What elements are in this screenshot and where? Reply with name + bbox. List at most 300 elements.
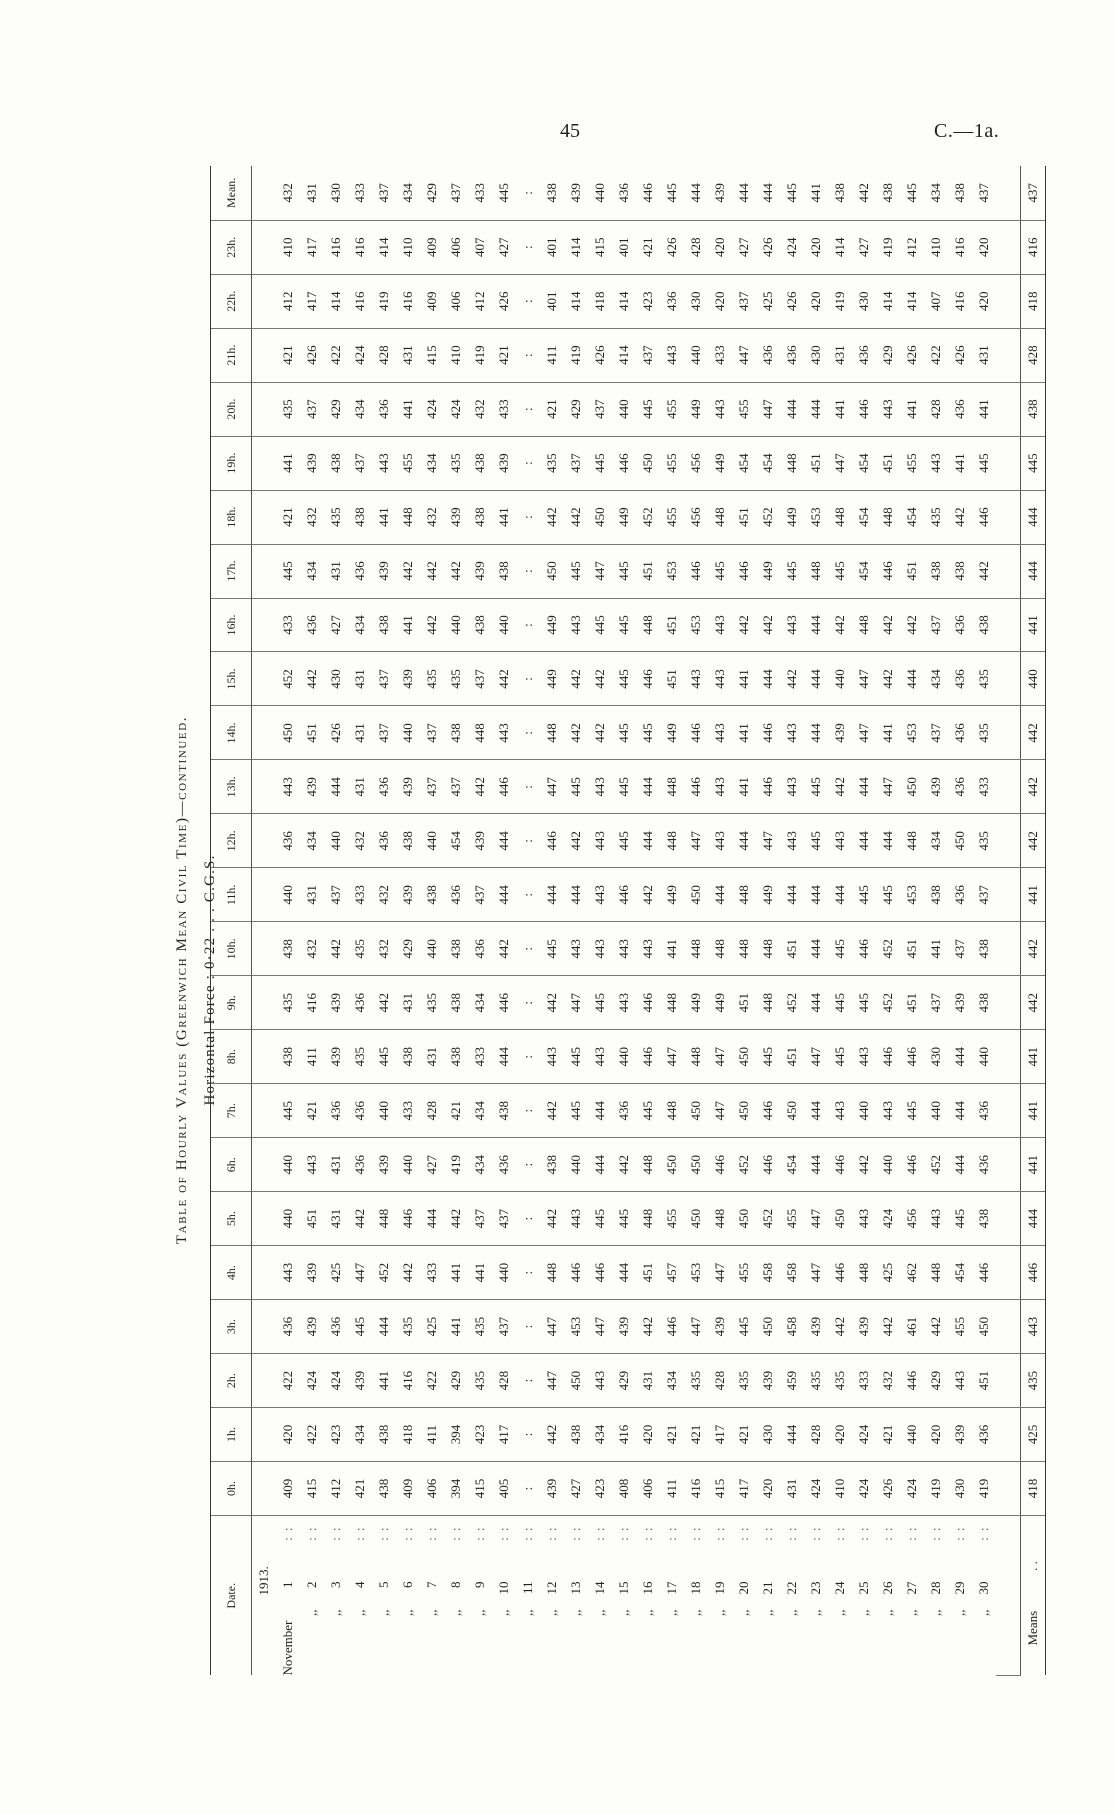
value-cell: 437 xyxy=(492,1300,516,1354)
value-cell: 438 xyxy=(444,922,468,976)
means-dots: . . xyxy=(1025,1561,1040,1571)
value-cell: 462 xyxy=(900,1246,924,1300)
day-number: 3 xyxy=(328,1581,343,1588)
table-row xyxy=(540,166,564,1676)
value-cell: 420 xyxy=(804,274,828,328)
value-cell: 444 xyxy=(804,922,828,976)
value-cell: 401 xyxy=(612,220,636,274)
value-cell: 449 xyxy=(660,868,684,922)
value-cell: 439 xyxy=(948,1408,972,1462)
value-cell: 443 xyxy=(924,436,948,490)
value-cell: 434 xyxy=(468,976,492,1030)
value-cell: 453 xyxy=(900,706,924,760)
value-cell: 441 xyxy=(732,760,756,814)
value-cell: 433 xyxy=(348,868,372,922)
value-cell: 453 xyxy=(900,868,924,922)
value-cell: : xyxy=(516,328,540,382)
table-row xyxy=(396,166,420,1676)
value-cell: 448 xyxy=(708,1192,732,1246)
empty-cell xyxy=(996,220,1021,274)
value-cell: 443 xyxy=(876,1084,900,1138)
value-cell: 455 xyxy=(900,436,924,490)
value-cell: 455 xyxy=(660,490,684,544)
value-cell: 448 xyxy=(660,814,684,868)
value-cell: 445 xyxy=(876,868,900,922)
hour-column-header: Mean. xyxy=(211,166,252,220)
value-cell: 416 xyxy=(948,220,972,274)
value-cell: 445 xyxy=(732,1300,756,1354)
ditto-mark: ,, xyxy=(616,1609,631,1616)
ditto-mark: ,, xyxy=(808,1609,823,1616)
value-cell: 408 xyxy=(612,1462,636,1516)
hour-column-header: 11h. xyxy=(211,868,252,922)
value-cell: 438 xyxy=(468,436,492,490)
value-cell: 435 xyxy=(828,1354,852,1408)
empty-cell xyxy=(252,1030,277,1084)
value-cell: 429 xyxy=(396,922,420,976)
value-cell: 450 xyxy=(540,544,564,598)
ditto-mark: ,, xyxy=(472,1609,487,1616)
value-cell: 439 xyxy=(300,1300,324,1354)
value-cell: 438 xyxy=(372,1408,396,1462)
ditto-mark: ,, xyxy=(832,1609,847,1616)
mean-value-cell: 445 xyxy=(1021,436,1046,490)
value-cell: 442 xyxy=(636,868,660,922)
value-cell: 435 xyxy=(972,706,996,760)
empty-cell xyxy=(252,382,277,436)
value-cell: 446 xyxy=(852,922,876,976)
value-cell: 438 xyxy=(972,598,996,652)
value-cell: 452 xyxy=(756,1192,780,1246)
value-cell: 414 xyxy=(612,328,636,382)
value-cell: : xyxy=(516,436,540,490)
value-cell: 442 xyxy=(636,1300,660,1354)
value-cell: 455 xyxy=(660,436,684,490)
value-cell: 424 xyxy=(324,1354,348,1408)
value-cell: 432 xyxy=(468,382,492,436)
value-cell: 435 xyxy=(396,1300,420,1354)
value-cell: 437 xyxy=(924,598,948,652)
ditto-mark: ,, xyxy=(496,1609,511,1616)
value-cell: 441 xyxy=(396,598,420,652)
value-cell: 441 xyxy=(804,166,828,220)
value-cell: 454 xyxy=(852,436,876,490)
value-cell: 448 xyxy=(756,976,780,1030)
value-cell: 425 xyxy=(324,1246,348,1300)
value-cell: 452 xyxy=(756,490,780,544)
day-number: 12 xyxy=(544,1581,559,1595)
value-cell: 414 xyxy=(324,274,348,328)
value-cell: 451 xyxy=(660,652,684,706)
ditto-mark: ,, xyxy=(712,1609,727,1616)
value-cell: 418 xyxy=(588,274,612,328)
value-cell: 450 xyxy=(684,868,708,922)
value-cell: 433 xyxy=(396,1084,420,1138)
value-cell: 430 xyxy=(756,1408,780,1462)
value-cell: : xyxy=(516,1030,540,1084)
value-cell: 449 xyxy=(708,976,732,1030)
value-cell: 440 xyxy=(564,1138,588,1192)
value-cell: 420 xyxy=(708,220,732,274)
day-number: 17 xyxy=(664,1581,679,1595)
table-row xyxy=(588,166,612,1676)
value-cell: 440 xyxy=(900,1408,924,1462)
value-cell: 442 xyxy=(876,598,900,652)
value-cell: 458 xyxy=(756,1246,780,1300)
empty-cell xyxy=(252,544,277,598)
mean-value-cell: 418 xyxy=(1021,274,1046,328)
value-cell: 406 xyxy=(420,1462,444,1516)
value-cell: 442 xyxy=(468,760,492,814)
empty-cell xyxy=(996,490,1021,544)
value-cell: 450 xyxy=(636,436,660,490)
value-cell: 445 xyxy=(612,652,636,706)
value-cell: 445 xyxy=(636,1084,660,1138)
leader-dots: :: xyxy=(568,1521,583,1541)
value-cell: 431 xyxy=(300,868,324,922)
value-cell: 448 xyxy=(852,598,876,652)
value-cell: 454 xyxy=(732,436,756,490)
value-cell: 430 xyxy=(804,328,828,382)
value-cell: 444 xyxy=(492,814,516,868)
value-cell: 418 xyxy=(396,1408,420,1462)
value-cell: 440 xyxy=(972,1030,996,1084)
empty-cell xyxy=(252,922,277,976)
day-number: 6 xyxy=(400,1581,415,1588)
leader-dots: :: xyxy=(496,1521,511,1541)
day-number: 10 xyxy=(496,1581,511,1595)
value-cell: 438 xyxy=(876,166,900,220)
value-cell: 410 xyxy=(276,220,300,274)
empty-cell xyxy=(996,544,1021,598)
value-cell: 430 xyxy=(924,1030,948,1084)
value-cell: 448 xyxy=(756,922,780,976)
table-header-row xyxy=(211,166,252,1676)
value-cell: 445 xyxy=(588,436,612,490)
value-cell: 446 xyxy=(900,1138,924,1192)
ditto-mark: ,, xyxy=(544,1609,559,1616)
value-cell: 448 xyxy=(660,760,684,814)
empty-cell xyxy=(996,1354,1021,1408)
value-cell: 421 xyxy=(660,1408,684,1462)
value-cell: : xyxy=(516,544,540,598)
date-cell xyxy=(588,1516,612,1676)
table-row xyxy=(372,166,396,1676)
value-cell: 436 xyxy=(660,274,684,328)
value-cell: 437 xyxy=(372,166,396,220)
leader-dots: :: xyxy=(400,1521,415,1541)
value-cell: 435 xyxy=(276,382,300,436)
value-cell: 444 xyxy=(900,652,924,706)
value-cell: 443 xyxy=(876,382,900,436)
value-cell: 426 xyxy=(300,328,324,382)
value-cell: 416 xyxy=(348,274,372,328)
mean-value-cell: 435 xyxy=(1021,1354,1046,1408)
value-cell: 447 xyxy=(708,1246,732,1300)
hour-column-header: 9h. xyxy=(211,976,252,1030)
value-cell: 435 xyxy=(276,976,300,1030)
value-cell: 434 xyxy=(660,1354,684,1408)
hour-column-header: 15h. xyxy=(211,652,252,706)
empty-cell xyxy=(252,1354,277,1408)
day-number: 30 xyxy=(976,1581,991,1595)
value-cell: 443 xyxy=(276,760,300,814)
value-cell: 438 xyxy=(924,544,948,598)
value-cell: 448 xyxy=(636,1138,660,1192)
value-cell: 433 xyxy=(492,382,516,436)
value-cell: 439 xyxy=(396,760,420,814)
leader-dots: :: xyxy=(520,1521,535,1541)
value-cell: 426 xyxy=(876,1462,900,1516)
table-row xyxy=(348,166,372,1676)
value-cell: 454 xyxy=(444,814,468,868)
value-cell: 438 xyxy=(972,976,996,1030)
value-cell: 415 xyxy=(300,1462,324,1516)
value-cell: 444 xyxy=(540,868,564,922)
value-cell: 445 xyxy=(972,436,996,490)
value-cell: 443 xyxy=(612,922,636,976)
hour-column-header: 14h. xyxy=(211,706,252,760)
value-cell: 445 xyxy=(852,976,876,1030)
value-cell: 424 xyxy=(300,1354,324,1408)
value-cell: 450 xyxy=(900,760,924,814)
value-cell: 420 xyxy=(276,1408,300,1462)
table-row xyxy=(300,166,324,1676)
value-cell: 442 xyxy=(540,490,564,544)
empty-cell xyxy=(996,436,1021,490)
value-cell: 437 xyxy=(468,1192,492,1246)
value-cell: 453 xyxy=(684,1246,708,1300)
value-cell: 436 xyxy=(756,328,780,382)
value-cell: 433 xyxy=(468,1030,492,1084)
value-cell: 410 xyxy=(924,220,948,274)
value-cell: 419 xyxy=(972,1462,996,1516)
value-cell: 414 xyxy=(564,220,588,274)
empty-cell xyxy=(996,706,1021,760)
value-cell: 437 xyxy=(924,706,948,760)
value-cell: 446 xyxy=(756,706,780,760)
mean-value-cell: 443 xyxy=(1021,1300,1046,1354)
value-cell: 445 xyxy=(612,544,636,598)
ditto-mark: ,, xyxy=(736,1609,751,1616)
value-cell: 434 xyxy=(468,1084,492,1138)
value-cell: 448 xyxy=(540,706,564,760)
value-cell: 440 xyxy=(372,1084,396,1138)
value-cell: 442 xyxy=(564,706,588,760)
year-row xyxy=(252,166,277,1676)
empty-cell xyxy=(996,976,1021,1030)
value-cell: 446 xyxy=(612,436,636,490)
table-row xyxy=(924,166,948,1676)
value-cell: 445 xyxy=(852,868,876,922)
value-cell: 445 xyxy=(612,706,636,760)
value-cell: 446 xyxy=(972,1246,996,1300)
value-cell: 446 xyxy=(828,1246,852,1300)
value-cell: 429 xyxy=(324,382,348,436)
value-cell: 443 xyxy=(660,328,684,382)
date-cell xyxy=(852,1516,876,1676)
ditto-mark: ,, xyxy=(304,1609,319,1616)
value-cell: 447 xyxy=(852,652,876,706)
value-cell: 409 xyxy=(420,220,444,274)
hour-column-header: 5h. xyxy=(211,1192,252,1246)
value-cell: 443 xyxy=(564,922,588,976)
value-cell: 453 xyxy=(804,490,828,544)
value-cell: 451 xyxy=(636,1246,660,1300)
value-cell: 407 xyxy=(924,274,948,328)
hour-column-header: 3h. xyxy=(211,1300,252,1354)
value-cell: 432 xyxy=(300,922,324,976)
value-cell: 442 xyxy=(540,976,564,1030)
value-cell: 442 xyxy=(828,1300,852,1354)
value-cell: 424 xyxy=(852,1408,876,1462)
value-cell: 441 xyxy=(660,922,684,976)
table-row xyxy=(900,166,924,1676)
date-cell xyxy=(348,1516,372,1676)
value-cell: 440 xyxy=(612,1030,636,1084)
value-cell: 415 xyxy=(468,1462,492,1516)
value-cell: 401 xyxy=(540,274,564,328)
value-cell: 432 xyxy=(420,490,444,544)
hour-column-header: 20h. xyxy=(211,382,252,436)
value-cell: 435 xyxy=(972,652,996,706)
empty-cell xyxy=(252,1408,277,1462)
value-cell: 419 xyxy=(828,274,852,328)
value-cell: 424 xyxy=(444,382,468,436)
value-cell: 438 xyxy=(396,814,420,868)
value-cell: 443 xyxy=(852,1030,876,1084)
month-label: November xyxy=(280,1620,295,1676)
ditto-mark: ,, xyxy=(592,1609,607,1616)
value-cell: 442 xyxy=(324,922,348,976)
value-cell: 439 xyxy=(300,436,324,490)
date-cell xyxy=(756,1516,780,1676)
value-cell: 444 xyxy=(780,1408,804,1462)
value-cell: : xyxy=(516,598,540,652)
date-cell xyxy=(444,1516,468,1676)
value-cell: 446 xyxy=(900,1030,924,1084)
value-cell: 444 xyxy=(804,706,828,760)
value-cell: : xyxy=(516,760,540,814)
value-cell: 434 xyxy=(924,652,948,706)
value-cell: 445 xyxy=(828,976,852,1030)
value-cell: 438 xyxy=(372,598,396,652)
date-cell xyxy=(828,1516,852,1676)
value-cell: : xyxy=(516,1354,540,1408)
empty-cell xyxy=(252,436,277,490)
empty-cell xyxy=(252,490,277,544)
value-cell: 412 xyxy=(276,274,300,328)
value-cell: 405 xyxy=(492,1462,516,1516)
value-cell: 450 xyxy=(972,1300,996,1354)
value-cell: 440 xyxy=(492,1246,516,1300)
value-cell: 422 xyxy=(276,1354,300,1408)
mean-value-cell: 442 xyxy=(1021,976,1046,1030)
value-cell: : xyxy=(516,1084,540,1138)
value-cell: 428 xyxy=(684,220,708,274)
value-cell: 439 xyxy=(372,1138,396,1192)
value-cell: 438 xyxy=(540,166,564,220)
value-cell: 431 xyxy=(396,976,420,1030)
value-cell: 445 xyxy=(612,814,636,868)
value-cell: 442 xyxy=(900,598,924,652)
table-row xyxy=(780,166,804,1676)
value-cell: 415 xyxy=(588,220,612,274)
hour-column-header: 19h. xyxy=(211,436,252,490)
mean-value-cell: 416 xyxy=(1021,220,1046,274)
value-cell: 420 xyxy=(804,220,828,274)
value-cell: 450 xyxy=(660,1138,684,1192)
value-cell: : xyxy=(516,490,540,544)
value-cell: 426 xyxy=(324,706,348,760)
value-cell: 442 xyxy=(948,490,972,544)
value-cell: 436 xyxy=(948,760,972,814)
value-cell: 442 xyxy=(828,598,852,652)
hour-column-header: 13h. xyxy=(211,760,252,814)
page-number: 45 xyxy=(560,120,580,142)
value-cell: 444 xyxy=(588,1138,612,1192)
value-cell: 445 xyxy=(708,544,732,598)
value-cell: 421 xyxy=(540,382,564,436)
value-cell: 440 xyxy=(588,166,612,220)
table-body xyxy=(252,166,1046,1676)
value-cell: 431 xyxy=(780,1462,804,1516)
leader-dots: :: xyxy=(952,1521,967,1541)
value-cell: 440 xyxy=(852,1084,876,1138)
value-cell: 454 xyxy=(948,1246,972,1300)
value-cell: 410 xyxy=(828,1462,852,1516)
value-cell: 449 xyxy=(612,490,636,544)
value-cell: 435 xyxy=(924,490,948,544)
value-cell: 445 xyxy=(756,1030,780,1084)
value-cell: 416 xyxy=(948,274,972,328)
value-cell: 451 xyxy=(780,922,804,976)
day-number: 2 xyxy=(304,1581,319,1588)
value-cell: 450 xyxy=(564,1354,588,1408)
value-cell: 446 xyxy=(636,652,660,706)
value-cell: 448 xyxy=(924,1246,948,1300)
value-cell: 445 xyxy=(828,922,852,976)
value-cell: 450 xyxy=(732,1030,756,1084)
value-cell: 454 xyxy=(852,490,876,544)
value-cell: 445 xyxy=(636,706,660,760)
value-cell: 450 xyxy=(948,814,972,868)
value-cell: 440 xyxy=(420,922,444,976)
value-cell: 445 xyxy=(564,1030,588,1084)
value-cell: 437 xyxy=(636,328,660,382)
value-cell: 430 xyxy=(852,274,876,328)
value-cell: 427 xyxy=(492,220,516,274)
value-cell: 419 xyxy=(372,274,396,328)
value-cell: 455 xyxy=(780,1192,804,1246)
leader-dots: :: xyxy=(448,1521,463,1541)
value-cell: 439 xyxy=(444,490,468,544)
value-cell: 448 xyxy=(636,598,660,652)
value-cell: 438 xyxy=(468,490,492,544)
value-cell: 442 xyxy=(348,1192,372,1246)
value-cell: 444 xyxy=(492,868,516,922)
empty-cell xyxy=(252,976,277,1030)
value-cell: 450 xyxy=(732,1192,756,1246)
value-cell: 422 xyxy=(300,1408,324,1462)
value-cell: 438 xyxy=(924,868,948,922)
value-cell: 447 xyxy=(660,1030,684,1084)
value-cell: 437 xyxy=(492,1192,516,1246)
value-cell: 440 xyxy=(492,598,516,652)
value-cell: 436 xyxy=(948,868,972,922)
value-cell: 436 xyxy=(468,922,492,976)
table-row xyxy=(684,166,708,1676)
